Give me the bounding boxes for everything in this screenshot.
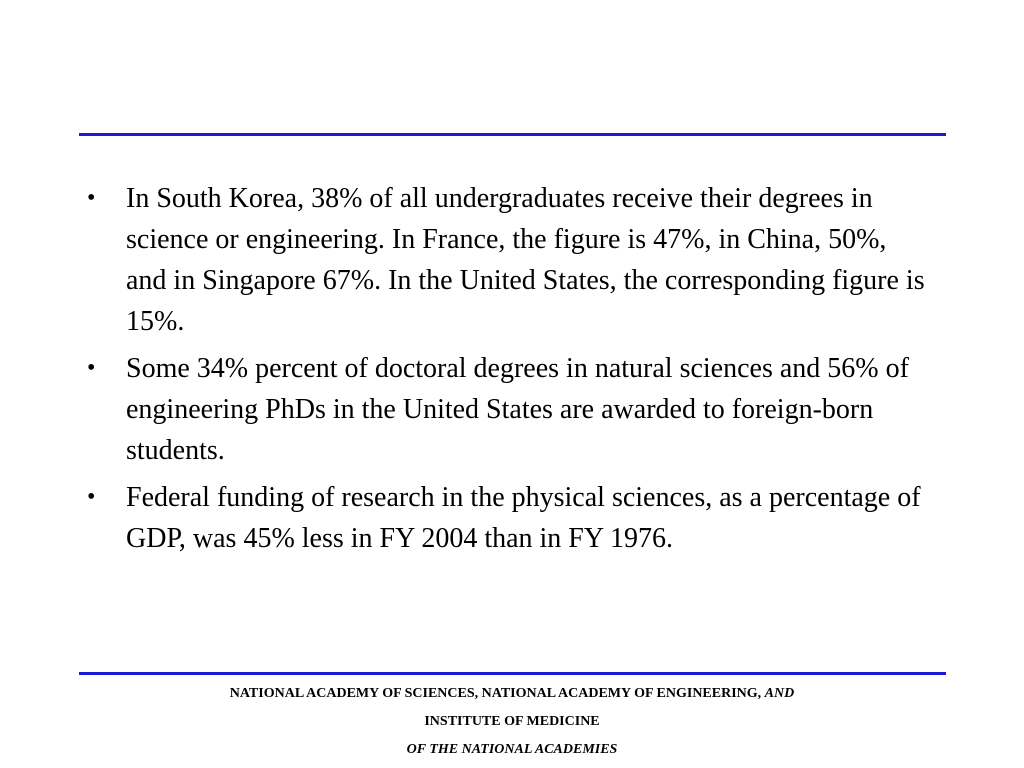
bullet-dot-icon: • xyxy=(87,185,96,211)
footer-and-text: AND xyxy=(764,686,795,701)
footer-academies-text: NATIONAL ACADEMY OF SCIENCES, NATIONAL ACADEMY OF ENGINEERING, xyxy=(229,686,762,701)
footer-line-national-academies: OF THE NATIONAL ACADEMIES xyxy=(406,742,618,757)
bullet-text: Some 34% percent of doctoral degrees in natural sciences and 56% of engineering PhDs in the United States are awarded to foreign-born students. xyxy=(126,353,909,466)
bullet-text: Federal funding of research in the physical sciences, as a percentage of GDP, was 45% less in FY 2004 than in FY 1976. xyxy=(126,482,921,554)
bullet-list xyxy=(87,178,927,565)
bullet-item-doctoral-degrees xyxy=(87,348,927,471)
top-divider xyxy=(79,133,946,136)
bottom-divider xyxy=(79,672,946,675)
bullet-text: In South Korea, 38% of all undergraduates receive their degrees in science or engineering. In France, the figure is 47%, in China, 50%, and in Singapore 67%. In the United States, the corresponding figure is 15%. xyxy=(126,183,925,337)
bullet-dot-icon: • xyxy=(87,484,96,510)
footer xyxy=(0,680,1024,764)
footer-line-academies xyxy=(0,680,1024,708)
footer-line-institute: INSTITUTE OF MEDICINE xyxy=(424,714,600,729)
bullet-dot-icon: • xyxy=(87,355,96,381)
bullet-item-south-korea xyxy=(87,178,927,342)
bullet-item-federal-funding xyxy=(87,477,927,559)
